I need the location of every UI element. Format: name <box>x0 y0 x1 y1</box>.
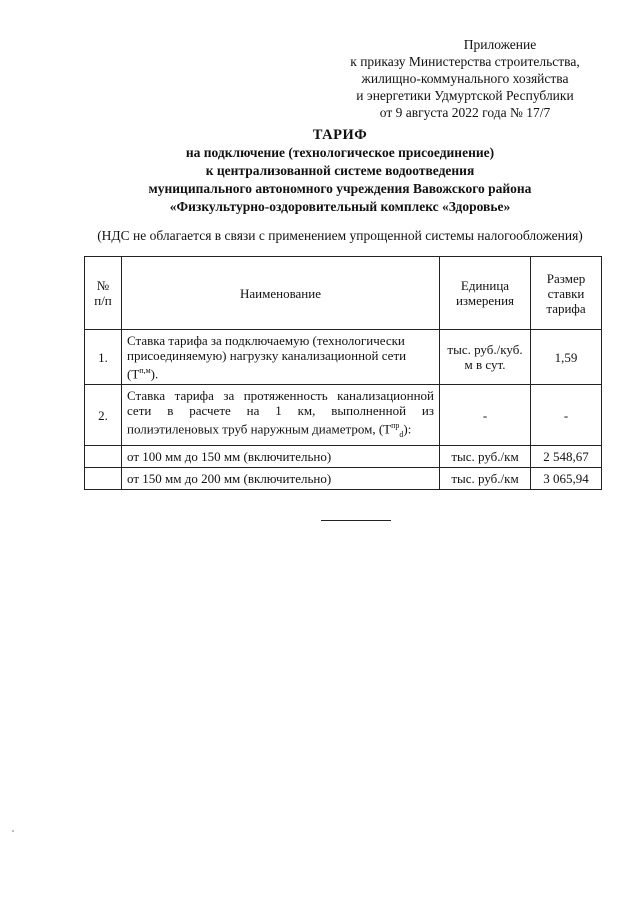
row-name: Ставка тарифа за подключаемую (технологически присоединяемую) нагрузку канализационной сети $(T^{п,м})$. <box>122 330 440 385</box>
row-rate: 1,59 <box>531 330 602 385</box>
title-line: на подключение (технологическое присоединение) <box>185 145 495 160</box>
row-number <box>85 446 122 468</box>
table-header-row <box>85 257 602 330</box>
table-row <box>85 468 602 490</box>
end-divider <box>321 520 391 521</box>
header-name: Наименование <box>122 257 440 330</box>
row-unit: - <box>440 385 531 446</box>
table-row <box>85 330 602 385</box>
title-line: «Физкультурно-оздоровительный комплекс «Здоровье» <box>169 199 511 214</box>
row-unit: тыс. руб./км <box>440 468 531 490</box>
appendix-order-line: к приказу Министерства строительства, <box>350 54 580 69</box>
header-rate: Размер ставки тарифа <box>531 257 602 330</box>
row-rate: 3 065,94 <box>531 468 602 490</box>
title-block <box>120 126 560 216</box>
row-unit: тыс. руб./км <box>440 446 531 468</box>
appendix-header <box>330 36 600 121</box>
row-name: Ставка тарифа за протяженность канализационной сети в расчете на 1 км, выполненной из полиэтиленовых труб наружным диаметром, $(T^{пр}_d)$: <box>122 385 440 446</box>
row-rate: - <box>531 385 602 446</box>
row-name: от 150 мм до 200 мм (включительно) <box>122 468 440 490</box>
scan-artifact <box>12 830 14 832</box>
row-unit: тыс. руб./куб. м в сут. <box>440 330 531 385</box>
page-title: ТАРИФ <box>312 127 368 143</box>
row-number: 1. <box>85 330 122 385</box>
appendix-label: Приложение <box>463 37 537 52</box>
header-number: № п/п <box>85 257 122 330</box>
table-row <box>85 385 602 446</box>
appendix-order-date: от 9 августа 2022 года № 17/7 <box>379 105 551 120</box>
title-line: к централизованной системе водоотведения <box>205 163 475 178</box>
row-number: 2. <box>85 385 122 446</box>
header-unit: Единица измерения <box>440 257 531 330</box>
appendix-order-line: жилищно-коммунального хозяйства <box>361 71 569 86</box>
vat-note: (НДС не облагается в связи с применением упрощенной системы налогообложения) <box>97 228 583 243</box>
table-row <box>85 446 602 468</box>
title-line: муниципального автономного учреждения Вавожского района <box>148 181 532 196</box>
tariff-table <box>84 256 602 490</box>
row-name: от 100 мм до 150 мм (включительно) <box>122 446 440 468</box>
row-rate: 2 548,67 <box>531 446 602 468</box>
row-number <box>85 468 122 490</box>
appendix-order-line: и энергетики Удмуртской Республики <box>356 88 574 103</box>
